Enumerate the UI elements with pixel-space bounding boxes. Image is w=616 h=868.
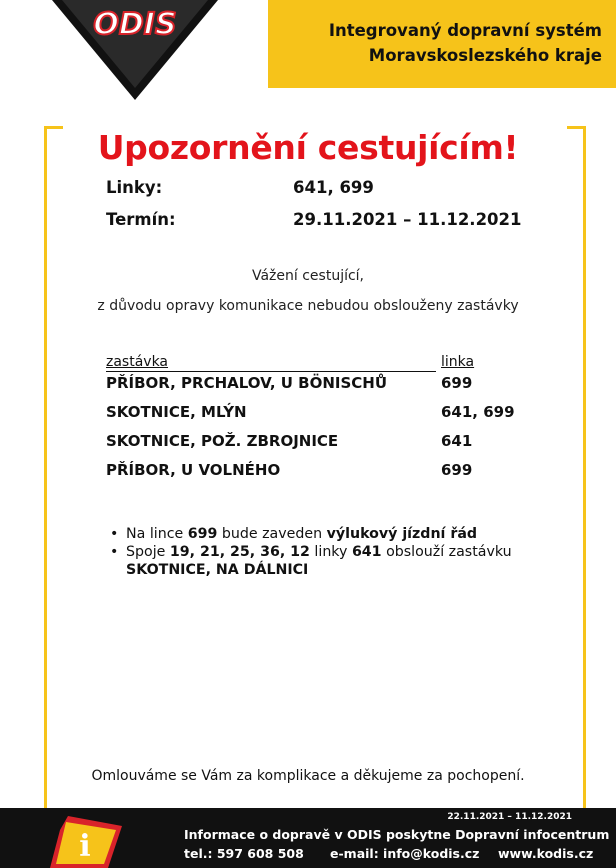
lines-row: [106, 178, 374, 197]
footer-email-link[interactable]: e-mail: info@kodis.cz: [330, 846, 480, 861]
header-title-line2: Moravskoslezského kraje: [368, 46, 602, 65]
table-row: [106, 403, 526, 432]
header-title: [250, 18, 602, 68]
closing-text: Omlouváme se Vám za komplikace a děkujeme za pochopení.: [91, 768, 525, 784]
greeting: Vážení cestující,: [251, 268, 365, 284]
bullet2-stop: SKOTNICE, NA DÁLNICI: [126, 562, 309, 578]
header-divider: [106, 371, 436, 372]
stop-line: 641: [441, 432, 473, 450]
table-row: [106, 374, 526, 403]
list-item: [106, 525, 556, 543]
table-row: [106, 461, 526, 490]
bullet2-line: 641: [351, 544, 382, 560]
stop-line: 641, 699: [441, 403, 515, 421]
footer-date-range: 22.11.2021 – 11.12.2021: [447, 812, 572, 822]
lines-label: Linky:: [106, 178, 163, 197]
bullet1-timetable: výlukový jízdní řád: [326, 526, 478, 542]
col-stop-header: zastávka: [106, 354, 169, 370]
bullet2-connections: 19, 21, 25, 36, 12: [169, 544, 310, 560]
lines-value: 641, 699: [293, 178, 374, 197]
term-row: [106, 210, 522, 229]
bullet1-line: 699: [187, 526, 218, 542]
notes-list: [106, 525, 556, 579]
logo-text: ODIS: [93, 7, 177, 42]
footer-web-link[interactable]: www.kodis.cz: [498, 846, 594, 861]
list-item: [106, 543, 556, 579]
bullet2-text: Spoje: [126, 544, 170, 560]
bullet2-text-post: obslouží zastávku: [381, 544, 512, 560]
stops-table: [106, 354, 526, 490]
stop-line: 699: [441, 374, 473, 392]
footer-phone: tel.: 597 608 508: [184, 846, 304, 861]
bullet1-text-mid: bude zaveden: [217, 526, 327, 542]
intro-text: z důvodu opravy komunikace nebudou obslouženy zastávky: [97, 298, 519, 314]
col-line-header: linka: [441, 354, 475, 370]
table-header: [106, 354, 526, 374]
bullet1-text: Na lince: [126, 526, 188, 542]
notice-headline: Upozornění cestujícím!: [97, 128, 519, 167]
info-icon-letter: i: [79, 829, 91, 864]
term-label: Termín:: [106, 210, 176, 229]
right-bracket: [567, 126, 586, 812]
table-row: [106, 432, 526, 461]
stop-name: PŘÍBOR, U VOLNÉHO: [106, 461, 281, 479]
left-bracket: [44, 126, 63, 812]
term-value: 29.11.2021 – 11.12.2021: [293, 210, 522, 229]
footer-info-line: Informace o dopravě v ODIS poskytne Dopravní infocentrum: [184, 827, 610, 842]
stop-name: SKOTNICE, POŽ. ZBROJNICE: [106, 432, 339, 450]
bullet2-text-mid: linky: [309, 544, 352, 560]
stop-name: PŘÍBOR, PRCHALOV, U BÖNISCHŮ: [106, 374, 388, 392]
stop-line: 699: [441, 461, 473, 479]
stop-name: SKOTNICE, MLÝN: [106, 403, 247, 421]
header-title-line1: Integrovaný dopravní systém: [328, 21, 602, 40]
info-icon: [30, 810, 150, 868]
